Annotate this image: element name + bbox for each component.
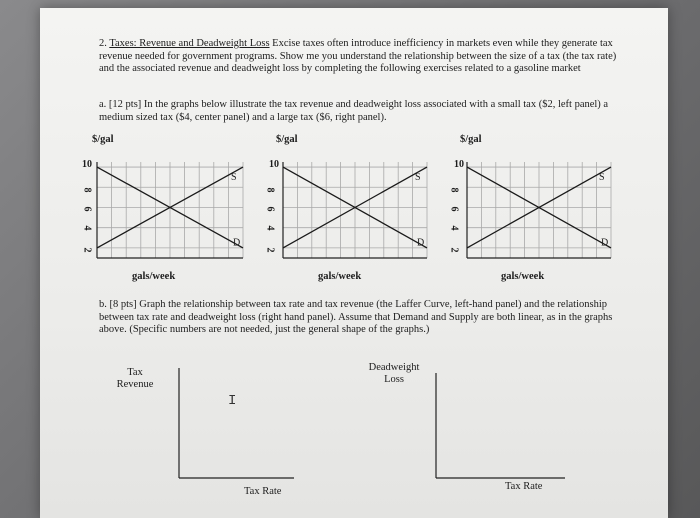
supply-label: S — [231, 172, 237, 184]
left-chart-ylabel: $/gal — [92, 134, 114, 145]
left-chart — [95, 160, 245, 260]
supply-label: S — [599, 172, 605, 184]
left-tick-8: 8 — [81, 187, 93, 193]
part-a-text: a. [12 pts] In the graphs below illustrate the tax revenue and deadweight loss associated with a small tax ($2, left panel) a medium sized tax ($4, center panel) and a large tax ($6, right panel). — [99, 99, 609, 123]
right-chart-xlabel: gals/week — [501, 271, 545, 282]
right-chart-ylabel: $/gal — [460, 134, 482, 145]
right-tick-6: 6 — [448, 206, 460, 212]
dwl-ylabel: Deadweight Loss — [368, 362, 420, 385]
left-tick-4: 4 — [81, 225, 93, 231]
center-tick-8: 8 — [264, 187, 276, 193]
left-chart-xlabel: gals/week — [132, 271, 176, 282]
part-b-text: b. [8 pts] Graph the relationship between tax rate and tax revenue (the Laffer Curve, left-hand panel) and the relationship between tax rate and deadweight loss (right hand panel). Assume that Demand and Supply are both linear, as in the graphs above. (Specific numbers are not needed, just the general shape of the graphs.) — [99, 299, 613, 336]
center-tick-4: 4 — [264, 225, 276, 231]
left-tick-6: 6 — [81, 206, 93, 212]
right-chart — [465, 160, 613, 260]
dwl-axes[interactable] — [425, 370, 570, 482]
grid — [97, 162, 243, 258]
right-tick-10: 10 — [454, 159, 464, 170]
question-heading — [99, 38, 627, 76]
center-tick-10: 10 — [269, 159, 279, 170]
right-tick-8: 8 — [448, 187, 460, 193]
center-chart — [281, 160, 429, 260]
grid — [467, 162, 611, 258]
supply-label: S — [415, 172, 421, 184]
question-title: Taxes: Revenue and Deadweight Loss — [109, 38, 270, 49]
grid — [283, 162, 427, 258]
demand-label: D — [601, 237, 609, 249]
left-tick-2: 2 — [81, 247, 93, 253]
left-tick-10: 10 — [82, 159, 92, 170]
question-number: 2. — [99, 38, 107, 49]
right-tick-2: 2 — [448, 247, 460, 253]
laffer-axes[interactable] — [170, 360, 300, 485]
dwl-xlabel: Tax Rate — [505, 481, 543, 492]
center-chart-xlabel: gals/week — [318, 271, 362, 282]
laffer-xlabel: Tax Rate — [244, 486, 282, 497]
center-tick-6: 6 — [264, 206, 276, 212]
laffer-ylabel: Tax Revenue — [116, 367, 154, 390]
question-intro: Excise taxes often introduce inefficiency in markets even while they generate tax revenue needed for government programs. Show me you understand the relationship between the size of a tax (the tax rate) and the associated revenue and deadweight loss by completing the following exercises related to a gasoline market — [99, 38, 617, 75]
right-tick-4: 4 — [448, 225, 460, 231]
worksheet-paper — [40, 8, 668, 518]
demand-label: D — [417, 237, 425, 249]
center-chart-ylabel: $/gal — [276, 134, 298, 145]
center-tick-2: 2 — [264, 247, 276, 253]
demand-label: D — [233, 237, 241, 249]
text-cursor-icon: I — [228, 393, 237, 409]
